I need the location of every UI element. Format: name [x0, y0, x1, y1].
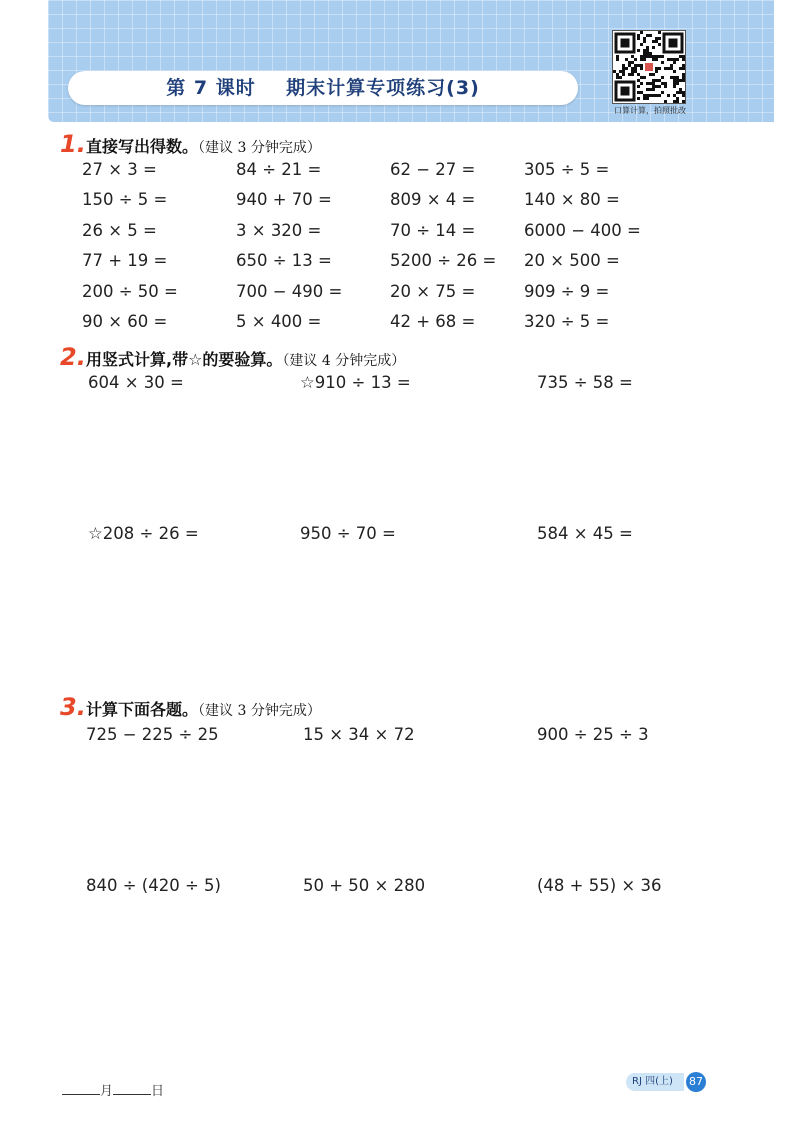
section-2-hint: （建议 4 分钟完成） — [282, 353, 406, 369]
section-2-number: 2. — [60, 343, 86, 371]
problem-1-19: 20 × 75 = — [390, 282, 476, 301]
section-1-heading: 直接写出得数。 — [86, 137, 199, 156]
problem-1-5: 150 ÷ 5 = — [82, 190, 168, 209]
qr-caption: 口算计算，拍照批改 — [614, 106, 686, 115]
problem-2-1: 604 × 30 = — [88, 373, 184, 392]
problem-1-3: 62 − 27 = — [390, 160, 476, 179]
problem-1-1: 27 × 3 = — [82, 160, 157, 179]
problem-2-3: 735 ÷ 58 = — [537, 373, 633, 392]
problem-1-22: 5 × 400 = — [236, 312, 322, 331]
problem-1-20: 909 ÷ 9 = — [524, 282, 610, 301]
problem-1-24: 320 ÷ 5 = — [524, 312, 610, 331]
problem-2-4: ☆208 ÷ 26 = — [88, 524, 199, 543]
problem-1-15: 5200 ÷ 26 = — [390, 251, 497, 270]
day-label: 日 — [151, 1084, 165, 1099]
page-title: 第 7 课时 期末计算专项练习(3) — [166, 77, 480, 99]
problem-1-2: 84 ÷ 21 = — [236, 160, 322, 179]
problem-1-8: 140 × 80 = — [524, 190, 620, 209]
section-2-heading: 用竖式计算,带☆的要验算。 — [86, 350, 283, 369]
problem-2-6: 584 × 45 = — [537, 524, 633, 543]
problem-3-2: 15 × 34 × 72 — [303, 725, 415, 744]
problem-1-23: 42 + 68 = — [390, 312, 476, 331]
problem-1-18: 700 − 490 = — [236, 282, 343, 301]
section-3-heading: 计算下面各题。 — [86, 700, 199, 719]
page-number: 87 — [686, 1072, 706, 1092]
problem-1-10: 3 × 320 = — [236, 221, 322, 240]
date-field[interactable] — [62, 1080, 164, 1099]
problem-3-3: 900 ÷ 25 ÷ 3 — [537, 725, 649, 744]
problem-2-5: 950 ÷ 70 = — [300, 524, 396, 543]
section-3-hint: （建议 3 分钟完成） — [198, 703, 321, 719]
section-1-title — [86, 134, 321, 157]
section-1-number: 1. — [60, 130, 86, 158]
problem-1-12: 6000 − 400 = — [524, 221, 641, 240]
qr-code-icon[interactable] — [612, 30, 686, 104]
section-3-title — [86, 697, 321, 720]
problem-1-11: 70 ÷ 14 = — [390, 221, 476, 240]
month-blank[interactable] — [62, 1082, 100, 1095]
section-1-hint: （建议 3 分钟完成） — [198, 140, 321, 156]
section-2-title — [86, 347, 405, 370]
problem-1-13: 77 + 19 = — [82, 251, 168, 270]
problem-3-5: 50 + 50 × 280 — [303, 876, 426, 895]
problem-3-6: (48 + 55) × 36 — [537, 876, 662, 895]
problem-3-4: 840 ÷ (420 ÷ 5) — [86, 876, 221, 895]
problem-1-7: 809 × 4 = — [390, 190, 476, 209]
problem-3-1: 725 − 225 ÷ 25 — [86, 725, 219, 744]
grade-badge: RJ 四(上) — [626, 1073, 684, 1091]
section-3-number: 3. — [60, 693, 86, 721]
problem-1-4: 305 ÷ 5 = — [524, 160, 610, 179]
problem-1-17: 200 ÷ 50 = — [82, 282, 178, 301]
month-label: 月 — [100, 1084, 114, 1099]
problem-1-6: 940 + 70 = — [236, 190, 332, 209]
problem-2-2: ☆910 ÷ 13 = — [300, 373, 411, 392]
problem-1-16: 20 × 500 = — [524, 251, 620, 270]
day-blank[interactable] — [113, 1082, 151, 1095]
problem-1-9: 26 × 5 = — [82, 221, 157, 240]
problem-1-14: 650 ÷ 13 = — [236, 251, 332, 270]
problem-1-21: 90 × 60 = — [82, 312, 168, 331]
